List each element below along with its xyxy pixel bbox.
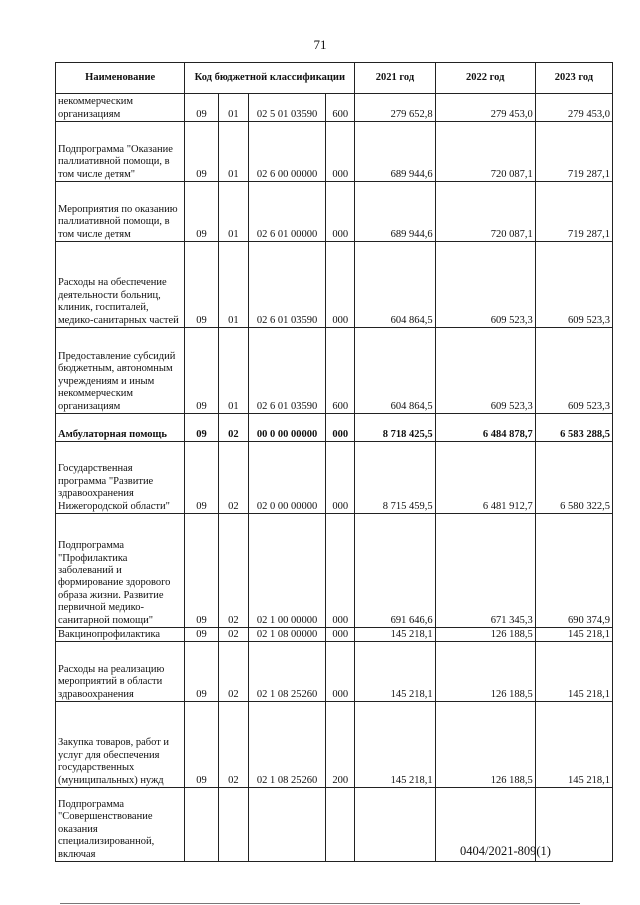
row-name: Вакцинопрофилактика	[56, 628, 185, 642]
row-expense-type-code: 000	[326, 122, 355, 182]
row-section-code: 09	[185, 328, 218, 414]
row-amount-2021: 604 864,5	[355, 242, 435, 328]
header-2022: 2022 год	[435, 63, 535, 94]
row-target-code: 02 5 01 03590	[248, 94, 325, 122]
row-amount-2022: 6 484 878,7	[435, 414, 535, 442]
row-amount-2022: 720 087,1	[435, 182, 535, 242]
row-section-code: 09	[185, 122, 218, 182]
row-name: Закупка товаров, работ и услуг для обеспечения государственных (муниципальных) нужд	[56, 702, 185, 788]
row-subsection-code: 02	[218, 702, 248, 788]
row-subsection-code: 02	[218, 414, 248, 442]
table-row	[56, 414, 613, 442]
row-expense-type-code: 000	[326, 514, 355, 628]
row-subsection-code: 01	[218, 328, 248, 414]
row-target-code: 02 0 00 00000	[248, 442, 325, 514]
row-section-code: 09	[185, 642, 218, 702]
row-section-code: 09	[185, 242, 218, 328]
row-amount-2021: 8 715 459,5	[355, 442, 435, 514]
row-amount-2022: 609 523,3	[435, 328, 535, 414]
table-header	[56, 63, 613, 94]
row-target-code: 02 6 01 00000	[248, 182, 325, 242]
table-row	[56, 122, 613, 182]
row-target-code: 02 1 08 00000	[248, 628, 325, 642]
row-name: Подпрограмма "Оказание паллиативной помощи, в том числе детям"	[56, 122, 185, 182]
row-target-code: 02 6 01 03590	[248, 328, 325, 414]
row-amount-2023: 719 287,1	[535, 182, 612, 242]
row-section-code	[185, 788, 218, 862]
row-amount-2022: 126 188,5	[435, 702, 535, 788]
row-amount-2022: 126 188,5	[435, 642, 535, 702]
table-row	[56, 182, 613, 242]
table-row	[56, 94, 613, 122]
row-amount-2023: 145 218,1	[535, 628, 612, 642]
row-amount-2021: 691 646,6	[355, 514, 435, 628]
row-target-code: 02 1 08 25260	[248, 642, 325, 702]
table-row	[56, 442, 613, 514]
row-expense-type-code: 000	[326, 242, 355, 328]
row-section-code: 09	[185, 442, 218, 514]
row-name: Мероприятия по оказанию паллиативной помощи, в том числе детям	[56, 182, 185, 242]
header-code: Код бюджетной классификации	[185, 63, 355, 94]
row-expense-type-code: 200	[326, 702, 355, 788]
row-expense-type-code: 000	[326, 442, 355, 514]
row-amount-2021	[355, 788, 435, 862]
table-row	[56, 702, 613, 788]
row-amount-2021: 145 218,1	[355, 702, 435, 788]
row-name: некоммерческим организациям	[56, 94, 185, 122]
row-amount-2021: 8 718 425,5	[355, 414, 435, 442]
document-reference: 0404/2021-809(1)	[460, 844, 551, 858]
row-expense-type-code: 000	[326, 414, 355, 442]
row-amount-2022: 720 087,1	[435, 122, 535, 182]
row-amount-2022: 671 345,3	[435, 514, 535, 628]
row-amount-2021: 145 218,1	[355, 628, 435, 642]
row-section-code: 09	[185, 514, 218, 628]
row-expense-type-code: 000	[326, 182, 355, 242]
row-amount-2022: 126 188,5	[435, 628, 535, 642]
table-body	[56, 94, 613, 862]
scan-edge-mark	[60, 903, 580, 904]
row-amount-2023: 690 374,9	[535, 514, 612, 628]
row-target-code: 02 1 08 25260	[248, 702, 325, 788]
row-section-code: 09	[185, 414, 218, 442]
row-section-code: 09	[185, 94, 218, 122]
row-section-code: 09	[185, 702, 218, 788]
row-amount-2023: 609 523,3	[535, 328, 612, 414]
row-amount-2022: 609 523,3	[435, 242, 535, 328]
row-amount-2023: 6 583 288,5	[535, 414, 612, 442]
row-amount-2021: 279 652,8	[355, 94, 435, 122]
row-subsection-code: 02	[218, 442, 248, 514]
row-name: Расходы на обеспечение деятельности больниц, клиник, госпиталей, медико-санитарных частей	[56, 242, 185, 328]
table-row	[56, 514, 613, 628]
row-section-code: 09	[185, 182, 218, 242]
row-name: Подпрограмма "Профилактика заболеваний и формирование здорового образа жизни. Развитие первичной медико-санитарной помощи"	[56, 514, 185, 628]
row-amount-2022: 6 481 912,7	[435, 442, 535, 514]
row-amount-2023: 279 453,0	[535, 94, 612, 122]
row-subsection-code	[218, 788, 248, 862]
row-target-code: 02 6 00 00000	[248, 122, 325, 182]
row-subsection-code: 01	[218, 182, 248, 242]
row-expense-type-code: 600	[326, 94, 355, 122]
row-target-code: 02 1 00 00000	[248, 514, 325, 628]
budget-table	[55, 62, 613, 862]
row-name: Предоставление субсидий бюджетным, автономным учреждениям и иным некоммерческим организациям	[56, 328, 185, 414]
table-row	[56, 642, 613, 702]
row-subsection-code: 01	[218, 242, 248, 328]
row-amount-2022: 279 453,0	[435, 94, 535, 122]
row-target-code	[248, 788, 325, 862]
table-row	[56, 328, 613, 414]
row-amount-2021: 689 944,6	[355, 182, 435, 242]
row-subsection-code: 02	[218, 628, 248, 642]
row-expense-type-code: 000	[326, 628, 355, 642]
row-name: Подпрограмма "Совершенствование оказания специализированной, включая	[56, 788, 185, 862]
row-subsection-code: 02	[218, 514, 248, 628]
row-amount-2023: 6 580 322,5	[535, 442, 612, 514]
row-name: Государственная программа "Развитие здравоохранения Нижегородской области"	[56, 442, 185, 514]
row-amount-2023: 145 218,1	[535, 642, 612, 702]
row-expense-type-code: 000	[326, 642, 355, 702]
header-2023: 2023 год	[535, 63, 612, 94]
row-amount-2023: 719 287,1	[535, 122, 612, 182]
row-expense-type-code	[326, 788, 355, 862]
row-subsection-code: 02	[218, 642, 248, 702]
page-number: 71	[313, 37, 327, 52]
header-name: Наименование	[56, 63, 185, 94]
row-expense-type-code: 600	[326, 328, 355, 414]
table-row	[56, 242, 613, 328]
row-amount-2023: 145 218,1	[535, 702, 612, 788]
row-subsection-code: 01	[218, 122, 248, 182]
row-section-code: 09	[185, 628, 218, 642]
table-row	[56, 628, 613, 642]
row-amount-2021: 604 864,5	[355, 328, 435, 414]
row-name: Расходы на реализацию мероприятий в области здравоохранения	[56, 642, 185, 702]
row-amount-2021: 145 218,1	[355, 642, 435, 702]
row-name: Амбулаторная помощь	[56, 414, 185, 442]
row-subsection-code: 01	[218, 94, 248, 122]
row-amount-2023: 609 523,3	[535, 242, 612, 328]
header-2021: 2021 год	[355, 63, 435, 94]
row-target-code: 00 0 00 00000	[248, 414, 325, 442]
row-target-code: 02 6 01 03590	[248, 242, 325, 328]
row-amount-2021: 689 944,6	[355, 122, 435, 182]
